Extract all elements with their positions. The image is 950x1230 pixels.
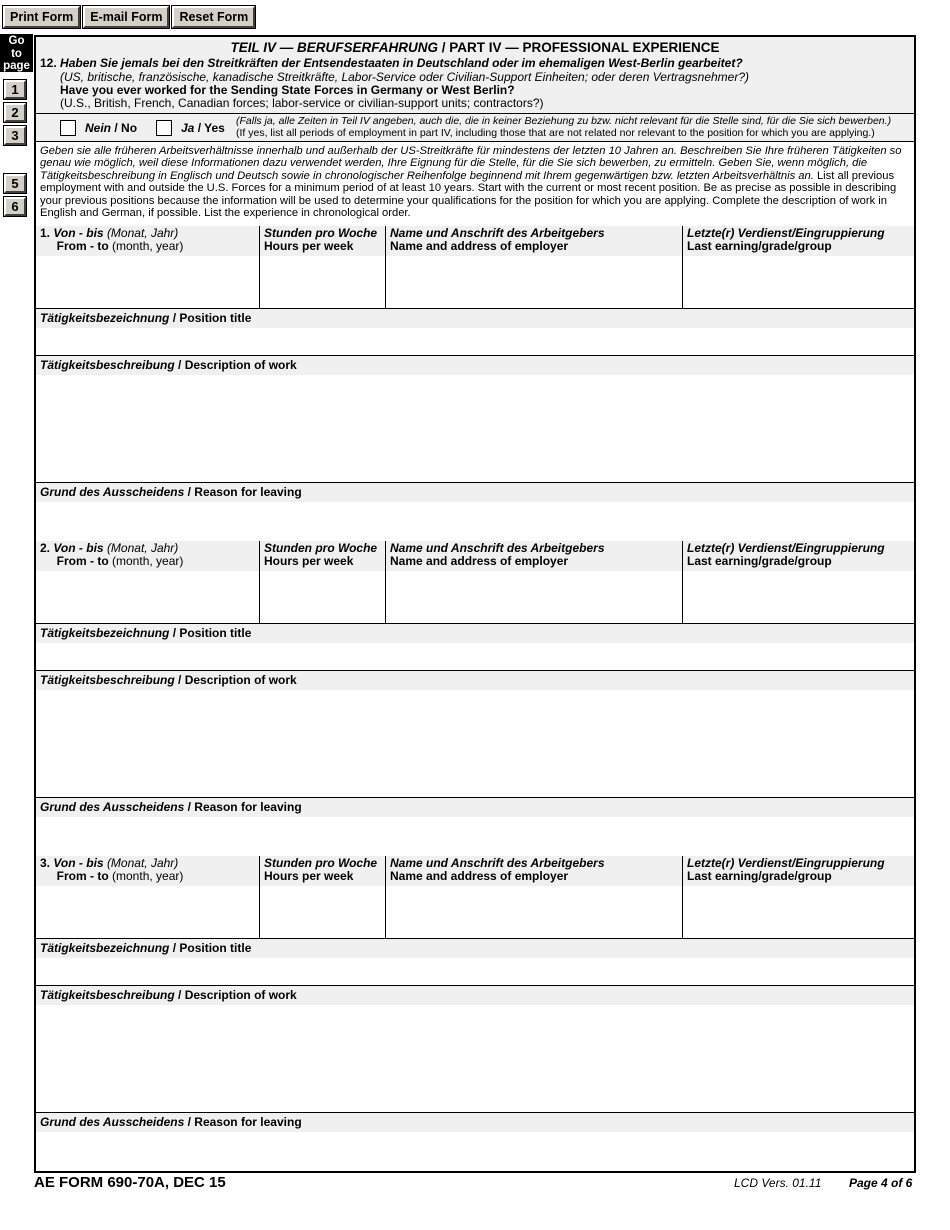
form-version: LCD Vers. 01.11 (734, 1176, 822, 1190)
page-number: Page 4 of 6 (849, 1176, 913, 1190)
reason-label-german: Grund des Ausscheidens (40, 800, 185, 814)
from-to-hint-german: (Monat, Jahr) (106, 856, 179, 870)
earning-label-german: Letzte(r) Verdienst/Eingruppierung (687, 856, 885, 870)
label-separator: / (184, 485, 195, 499)
form-toolbar (3, 6, 255, 28)
no-label: Nein / No (85, 121, 138, 135)
earning-label-german: Letzte(r) Verdienst/Eingruppierung (687, 541, 885, 555)
position-title-input[interactable] (36, 643, 914, 670)
hours-header (264, 857, 377, 883)
divider (385, 541, 386, 623)
position-label-english: Position title (179, 941, 252, 955)
question-12-english-sub: (U.S., British, French, Canadian forces; labor-service or civilian-support units; contractors?) (60, 96, 544, 110)
print-form-button[interactable]: Print Form (3, 6, 80, 28)
position-label-german: Tätigkeitsbezeichnung (40, 626, 170, 640)
reason-label-german: Grund des Ausscheidens (40, 485, 185, 499)
label-separator: / (174, 673, 185, 687)
hours-label-english: Hours per week (264, 554, 354, 568)
reason-input[interactable] (36, 1132, 914, 1170)
description-input[interactable] (36, 375, 914, 482)
go-to-page-word: page (3, 60, 30, 72)
position-label-english: Position title (179, 626, 252, 640)
divider (36, 113, 914, 114)
divider (385, 226, 386, 308)
instructions-english: List all previous employment with and outside the U.S. Forces for a minimum period of at least 10 years. Start with the current or most recent position. Be as precise as possible in describing your previous positions because the information will be used to determine your qualifications for the position for which you are applying. Complete the description of work in English and German, if possible. List the experience in chronological order. (40, 169, 897, 220)
divider (259, 226, 260, 308)
no-label-english: No (121, 121, 138, 135)
title-english: PART IV — PROFESSIONAL EXPERIENCE (449, 40, 720, 55)
from-to-header (40, 857, 183, 883)
form-number: AE FORM 690-70A, DEC 15 (34, 1174, 226, 1191)
employer-header (390, 542, 605, 568)
hours-label-english: Hours per week (264, 869, 354, 883)
yes-note-german: (Falls ja, alle Zeiten in Teil IV angeben, auch die, die in keiner Beziehung zu bzw. nicht relevant für die Stelle sind, für die Sie sich bewerben.) (236, 115, 892, 127)
position-title-label (40, 311, 251, 325)
hours-label-german: Stunden pro Woche (264, 856, 378, 870)
question-number: 12. (40, 56, 57, 70)
yes-label: Ja / Yes (181, 121, 225, 135)
question-text-german: Haben Sie jemals bei den Streitkräften der Entsendestaaten in Deutschland oder im ehemaligen West-Berlin gearbeitet? (60, 56, 743, 70)
yes-label-german: Ja (181, 121, 195, 135)
from-to-label-english: From - to (56, 869, 109, 883)
from-to-hint-english: (month, year) (112, 239, 184, 253)
from-to-header (40, 542, 183, 568)
label-separator: / (169, 311, 180, 325)
earning-label-german: Letzte(r) Verdienst/Eingruppierung (687, 226, 885, 240)
question-12-german (40, 57, 743, 70)
employer-header (390, 857, 605, 883)
earning-label-english: Last earning/grade/group (687, 239, 832, 253)
reset-form-button[interactable]: Reset Form (172, 6, 255, 28)
from-to-hint-english: (month, year) (112, 554, 184, 568)
divider (259, 541, 260, 623)
label-separator: / (174, 358, 185, 372)
description-input[interactable] (36, 690, 914, 797)
goto-page-5-button[interactable]: 5 (4, 174, 26, 193)
entry-number: 1. (40, 226, 51, 240)
description-label (40, 673, 297, 687)
description-label-german: Tätigkeitsbeschreibung (40, 988, 175, 1002)
no-checkbox[interactable] (60, 120, 76, 136)
label-separator: / (169, 941, 180, 955)
section-header (36, 37, 914, 142)
earning-input[interactable] (683, 571, 914, 623)
position-label-english: Position title (179, 311, 252, 325)
reason-label (40, 1115, 302, 1129)
description-label-english: Description of work (184, 358, 297, 372)
reason-label (40, 485, 302, 499)
yes-note-english: (If yes, list all periods of employment in part IV, including those that are not related nor relevant to the position for which you are applying.) (236, 127, 875, 139)
employer-input[interactable] (386, 571, 682, 623)
label-separator: / (174, 988, 185, 1002)
description-input[interactable] (36, 1005, 914, 1112)
hours-input[interactable] (260, 256, 385, 308)
employer-input[interactable] (386, 886, 682, 938)
yes-checkbox[interactable] (156, 120, 172, 136)
earning-header (687, 857, 885, 883)
earning-input[interactable] (683, 886, 914, 938)
goto-page-6-button[interactable]: 6 (4, 197, 26, 216)
from-to-label-english: From - to (56, 554, 109, 568)
from-to-label-english: From - to (56, 239, 109, 253)
go-to-page-word: to (11, 47, 22, 60)
hours-label-german: Stunden pro Woche (264, 541, 378, 555)
description-label-english: Description of work (184, 673, 297, 687)
go-to-page-label (0, 34, 33, 72)
email-form-button[interactable]: E-mail Form (83, 6, 169, 28)
reason-input[interactable] (36, 502, 914, 540)
divider (682, 226, 683, 308)
hours-label-german: Stunden pro Woche (264, 226, 378, 240)
employer-label-english: Name and address of employer (390, 239, 569, 253)
reason-label-german: Grund des Ausscheidens (40, 1115, 185, 1129)
label-separator: / (169, 626, 180, 640)
position-label-german: Tätigkeitsbezeichnung (40, 941, 170, 955)
from-to-hint-german: (Monat, Jahr) (106, 541, 179, 555)
question-12-german-sub: (US, britische, französische, kanadische Streitkräfte, Labor-Service oder Civilian-Support Einheiten; oder deren Vertragsnehmer?) (60, 70, 750, 84)
reason-label-english: Reason for leaving (194, 800, 302, 814)
reason-input[interactable] (36, 817, 914, 855)
hours-input[interactable] (260, 571, 385, 623)
description-label (40, 358, 297, 372)
entry-number: 2. (40, 541, 51, 555)
description-label-german: Tätigkeitsbeschreibung (40, 358, 175, 372)
no-label-german: Nein (85, 121, 112, 135)
employer-label-german: Name und Anschrift des Arbeitgebers (390, 856, 605, 870)
description-label-english: Description of work (184, 988, 297, 1002)
position-title-input[interactable] (36, 328, 914, 355)
label-separator: / (184, 800, 195, 814)
goto-page-2-button[interactable]: 2 (4, 103, 26, 122)
from-to-header (40, 227, 183, 253)
from-to-input[interactable] (36, 886, 259, 938)
position-title-label (40, 941, 251, 955)
hours-label-english: Hours per week (264, 239, 354, 253)
divider (682, 856, 683, 938)
employer-label-german: Name und Anschrift des Arbeitgebers (390, 226, 605, 240)
hours-header (264, 542, 377, 568)
description-label (40, 988, 297, 1002)
earning-label-english: Last earning/grade/group (687, 554, 832, 568)
entry-number: 3. (40, 856, 51, 870)
position-title-input[interactable] (36, 958, 914, 985)
employer-input[interactable] (386, 256, 682, 308)
employer-label-english: Name and address of employer (390, 869, 569, 883)
goto-page-3-button[interactable]: 3 (4, 126, 26, 145)
employment-entry-2 (36, 541, 914, 856)
earning-label-english: Last earning/grade/group (687, 869, 832, 883)
title-german: TEIL IV — BERUFSERFAHRUNG (230, 40, 438, 55)
hours-header (264, 227, 377, 253)
earning-header (687, 227, 885, 253)
page-title (36, 40, 914, 55)
from-to-label-german: Von - bis (53, 541, 104, 555)
from-to-input[interactable] (36, 256, 259, 308)
description-label-german: Tätigkeitsbeschreibung (40, 673, 175, 687)
form-frame (34, 35, 916, 1173)
employment-entry-1 (36, 226, 914, 541)
goto-page-1-button[interactable]: 1 (4, 80, 26, 99)
earning-header (687, 542, 885, 568)
employment-entry-3 (36, 856, 914, 1171)
question-12-english: Have you ever worked for the Sending State Forces in Germany or West Berlin? (60, 83, 515, 97)
go-to-page-word: Go (8, 35, 25, 47)
from-to-input[interactable] (36, 571, 259, 623)
employer-label-english: Name and address of employer (390, 554, 569, 568)
reason-label-english: Reason for leaving (194, 485, 302, 499)
from-to-label-german: Von - bis (53, 856, 104, 870)
instructions (40, 145, 914, 219)
employer-label-german: Name und Anschrift des Arbeitgebers (390, 541, 605, 555)
instructions-german: Geben sie alle früheren Arbeitsverhältnisse innerhalb und außerhalb der US-Streitkräfte für mindestens der letzten 10 Jahren an. Beschreiben Sie Ihre früheren Tätigkeiten so genau wie möglich, weil diese Informationen dazu verwendet werden, Ihre Eignung für die Stelle, für die Sie sich bewerben, zu ermitteln. Geben Sie, wenn möglich, die Tätigkeitsbeschreibung in Englisch und Deutsch sowie in chronologischer Reihenfolge beginnend mit Ihrem gegenwärtigen bzw. letzten Arbeitsverhältnis an. (40, 145, 902, 182)
position-title-label (40, 626, 251, 640)
page-navigation (0, 34, 33, 222)
employer-header (390, 227, 605, 253)
divider (682, 541, 683, 623)
label-separator: / (184, 1115, 195, 1129)
divider (385, 856, 386, 938)
from-to-hint-english: (month, year) (112, 869, 184, 883)
hours-input[interactable] (260, 886, 385, 938)
earning-input[interactable] (683, 256, 914, 308)
from-to-hint-german: (Monat, Jahr) (106, 226, 179, 240)
title-separator: / (437, 40, 450, 55)
position-label-german: Tätigkeitsbezeichnung (40, 311, 170, 325)
yes-label-english: Yes (204, 121, 225, 135)
divider (259, 856, 260, 938)
reason-label-english: Reason for leaving (194, 1115, 302, 1129)
from-to-label-german: Von - bis (53, 226, 104, 240)
divider (36, 141, 914, 142)
reason-label (40, 800, 302, 814)
